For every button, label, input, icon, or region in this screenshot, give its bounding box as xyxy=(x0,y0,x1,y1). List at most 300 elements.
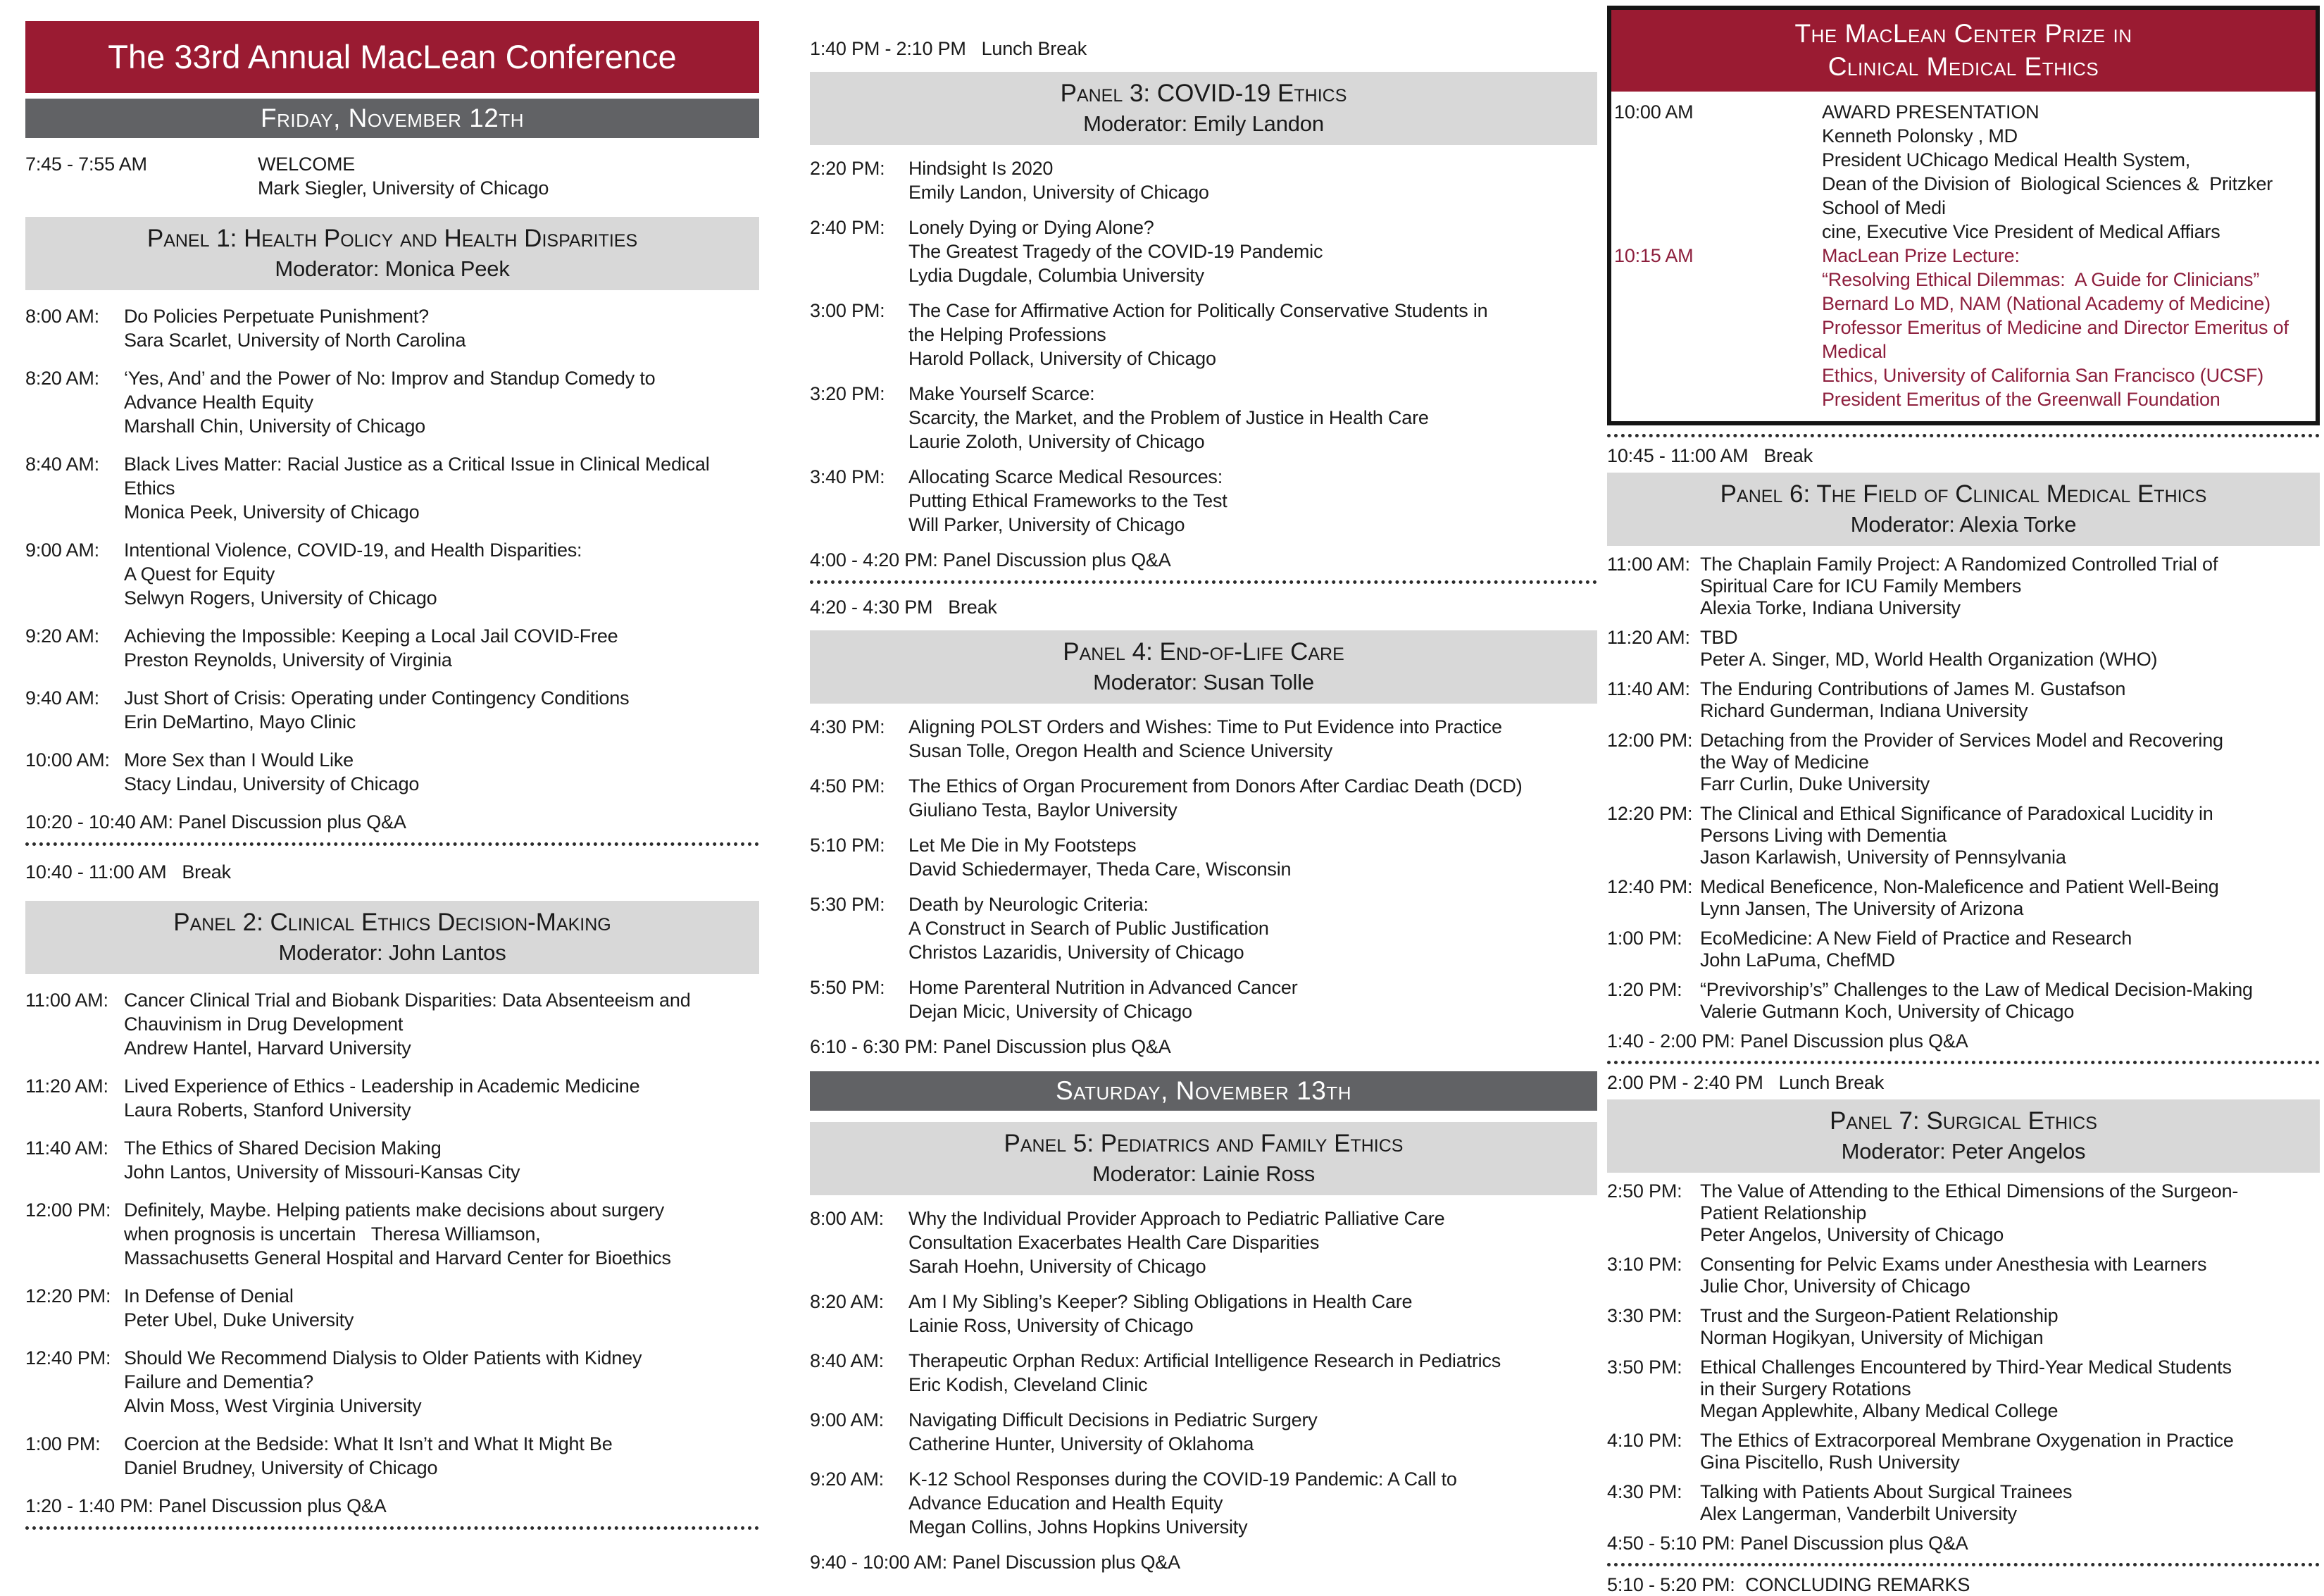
schedule-item xyxy=(810,715,1597,763)
item-line: Eric Kodish, Cleveland Clinic xyxy=(908,1374,1148,1395)
item-line: Will Parker, University of Chicago xyxy=(908,514,1185,535)
item-time: 3:50 PM: xyxy=(1607,1357,1682,1378)
item-lines xyxy=(908,774,1597,822)
day-band: Saturday, November 13th xyxy=(810,1071,1597,1111)
panel-title: Panel 5: Pediatrics and Family Ethics xyxy=(1004,1130,1404,1157)
item-time: 8:40 AM: xyxy=(25,454,99,475)
item-line: Dejan Micic, University of Chicago xyxy=(908,1001,1192,1022)
schedule-item xyxy=(810,299,1597,370)
item-line: Preston Reynolds, University of Virginia xyxy=(124,649,452,671)
item-line: TBD xyxy=(1700,627,1738,648)
item-line: Jason Karlawish, University of Pennsylvania xyxy=(1700,847,2066,868)
item-line: Why the Individual Provider Approach to Pediatric Palliative Care xyxy=(908,1208,1445,1229)
item-line: Valerie Gutmann Koch, University of Chicago xyxy=(1700,1001,2075,1022)
item-line: The Case for Affirmative Action for Politically Conservative Students in xyxy=(908,300,1488,321)
panel-title: Panel 7: Surgical Ethics xyxy=(1830,1107,2097,1135)
item-lines xyxy=(1700,730,2320,795)
item-lines xyxy=(908,382,1597,454)
item-time: 8:20 AM: xyxy=(25,368,99,389)
item-line: Therapeutic Orphan Redux: Artificial Intelligence Research in Pediatrics xyxy=(908,1350,1501,1371)
schedule-item xyxy=(810,774,1597,822)
item-time: 3:30 PM: xyxy=(1607,1305,1682,1326)
item-line: Giuliano Testa, Baylor University xyxy=(908,799,1177,821)
item-line: Susan Tolle, Oregon Health and Science University xyxy=(908,740,1333,761)
schedule-line: 5:10 - 5:20 PM: CONCLUDING REMARKS xyxy=(1607,1574,1970,1595)
item-time: 2:50 PM: xyxy=(1607,1180,1682,1202)
panel-moderator: Moderator: Lainie Ross xyxy=(1092,1161,1316,1186)
item-time: 4:10 PM: xyxy=(1607,1430,1682,1451)
item-line: Allocating Scarce Medical Resources: xyxy=(908,466,1223,487)
schedule-line: 10:20 - 10:40 AM: Panel Discussion plus Q&A xyxy=(25,811,406,833)
schedule-line: 4:00 - 4:20 PM: Panel Discussion plus Q&A xyxy=(810,549,1171,571)
item-line: Home Parenteral Nutrition in Advanced Cancer xyxy=(908,977,1298,998)
item-lines xyxy=(908,156,1597,204)
schedule-item xyxy=(810,1408,1597,1456)
item-time: 1:00 PM: xyxy=(25,1433,101,1454)
item-time: 9:20 AM: xyxy=(810,1469,884,1490)
item-line: EcoMedicine: A New Field of Practice and Research xyxy=(1700,928,2132,949)
panel-title: Panel 2: Clinical Ethics Decision-Making xyxy=(173,909,611,936)
schedule-line: 1:40 - 2:00 PM: Panel Discussion plus Q&A xyxy=(1607,1030,1968,1052)
prize-line: MacLean Prize Lecture: xyxy=(1822,245,2020,266)
item-line: Should We Recommend Dialysis to Older Patients with Kidney xyxy=(124,1347,642,1369)
item-lines xyxy=(908,833,1597,881)
item-time: 9:00 AM: xyxy=(810,1409,884,1430)
prize-line: Dean of the Division of Biological Sciences & Pritzker School of Medi xyxy=(1822,173,2273,218)
panel-title: Panel 4: End-of-Life Care xyxy=(1063,638,1344,666)
item-line: Scarcity, the Market, and the Problem of Justice in Health Care xyxy=(908,407,1429,428)
item-lines xyxy=(124,624,759,672)
prize-line: AWARD PRESENTATION xyxy=(1822,101,2039,123)
item-line: Alvin Moss, West Virginia University xyxy=(124,1395,422,1416)
item-line: Let Me Die in My Footsteps xyxy=(908,835,1137,856)
prize-box xyxy=(1607,6,2320,425)
schedule-item xyxy=(25,1198,759,1270)
item-line: A Quest for Equity xyxy=(124,563,275,585)
schedule-item xyxy=(25,988,759,1060)
item-time: 7:45 - 7:55 AM xyxy=(25,154,147,175)
schedule-item xyxy=(810,833,1597,881)
schedule-item xyxy=(810,975,1597,1023)
schedule-item xyxy=(1607,979,2320,1023)
schedule-item xyxy=(25,366,759,438)
item-line: John Lantos, University of Missouri-Kansas City xyxy=(124,1161,520,1183)
prize-title xyxy=(1611,10,2316,92)
item-line: Intentional Violence, COVID-19, and Health Disparities: xyxy=(124,540,582,561)
schedule-item xyxy=(810,1290,1597,1338)
item-line: Harold Pollack, University of Chicago xyxy=(908,348,1216,369)
item-line: Chauvinism in Drug Development xyxy=(124,1014,404,1035)
item-lines xyxy=(1700,554,2320,619)
item-lines xyxy=(908,1207,1597,1278)
item-line: Patient Relationship xyxy=(1700,1202,1867,1223)
item-time: 2:40 PM: xyxy=(810,217,885,238)
item-line: Navigating Difficult Decisions in Pediatric Surgery xyxy=(908,1409,1318,1430)
item-time: 12:00 PM: xyxy=(25,1199,111,1221)
dotted-separator xyxy=(810,580,1597,584)
item-time: 9:00 AM: xyxy=(25,540,99,561)
item-line: Laura Roberts, Stanford University xyxy=(124,1099,411,1121)
item-lines xyxy=(124,1198,759,1270)
schedule-item xyxy=(1607,1254,2320,1297)
schedule-item xyxy=(810,216,1597,287)
item-time: 4:30 PM: xyxy=(1607,1481,1682,1502)
day-band: Friday, November 12th xyxy=(25,99,759,138)
panel-title: Panel 3: COVID-19 Ethics xyxy=(1060,80,1347,107)
item-line: In Defense of Denial xyxy=(124,1285,294,1307)
item-lines xyxy=(908,299,1597,370)
panel-title: Panel 1: Health Policy and Health Disparities xyxy=(146,225,638,252)
item-line: Peter Angelos, University of Chicago xyxy=(1700,1224,2004,1245)
dotted-separator xyxy=(1607,1061,2320,1064)
prize-time: 10:15 AM xyxy=(1614,245,1694,266)
item-time: 1:20 PM: xyxy=(1607,979,1682,1000)
schedule-item xyxy=(810,892,1597,964)
item-lines xyxy=(1700,1305,2320,1349)
item-line: Medical Beneficence, Non-Maleficence and Patient Well-Being xyxy=(1700,876,2219,897)
schedule-line: 1:40 PM - 2:10 PM Lunch Break xyxy=(810,38,1087,59)
item-lines xyxy=(258,152,759,200)
panel-header xyxy=(810,1122,1597,1195)
item-lines xyxy=(1700,1430,2320,1473)
item-lines xyxy=(908,216,1597,287)
item-time: 11:20 AM: xyxy=(1607,627,1690,648)
item-line: Definitely, Maybe. Helping patients make decisions about surgery xyxy=(124,1199,665,1221)
item-line: when prognosis is uncertain Theresa Williamson, xyxy=(124,1223,541,1245)
item-line: Selwyn Rogers, University of Chicago xyxy=(124,587,437,609)
item-line: Detaching from the Provider of Services Model and Recovering xyxy=(1700,730,2223,751)
prize-title-line: Clinical Medical Ethics xyxy=(1828,52,2099,81)
item-line: A Construct in Search of Public Justification xyxy=(908,918,1269,939)
item-line: Norman Hogikyan, University of Michigan xyxy=(1700,1327,2044,1348)
item-line: Cancer Clinical Trial and Biobank Disparities: Data Absenteeism and xyxy=(124,990,691,1011)
item-line: Monica Peek, University of Chicago xyxy=(124,501,420,523)
item-line: Daniel Brudney, University of Chicago xyxy=(124,1457,438,1478)
item-line: Ethical Challenges Encountered by Third-Year Medical Students xyxy=(1700,1357,2232,1378)
schedule-item xyxy=(810,465,1597,537)
item-lines xyxy=(124,748,759,796)
dotted-separator xyxy=(25,842,759,846)
item-lines xyxy=(124,1284,759,1332)
schedule-item xyxy=(25,686,759,734)
item-line: Farr Curlin, Duke University xyxy=(1700,773,1930,794)
item-time: 9:20 AM: xyxy=(25,625,99,647)
item-line: Persons Living with Dementia xyxy=(1700,825,1947,846)
item-time: 3:20 PM: xyxy=(810,383,885,404)
schedule-item xyxy=(1607,803,2320,868)
item-time: 5:10 PM: xyxy=(810,835,885,856)
item-line: Hindsight Is 2020 xyxy=(908,158,1054,179)
dotted-separator xyxy=(1607,1563,2320,1566)
prize-body xyxy=(1611,92,2316,421)
dotted-separator xyxy=(25,1526,759,1530)
schedule-line: 6:10 - 6:30 PM: Panel Discussion plus Q&A xyxy=(810,1036,1171,1057)
prize-lines xyxy=(1822,100,2316,244)
item-lines xyxy=(1700,1254,2320,1297)
panel-moderator: Moderator: John Lantos xyxy=(278,940,506,965)
schedule-item xyxy=(25,152,759,200)
item-time: 12:40 PM: xyxy=(1607,876,1693,897)
item-lines xyxy=(908,975,1597,1023)
item-line: Gina Piscitello, Rush University xyxy=(1700,1452,1960,1473)
item-line: Aligning POLST Orders and Wishes: Time to Put Evidence into Practice xyxy=(908,716,1502,737)
item-line: Alex Langerman, Vanderbilt University xyxy=(1700,1503,2017,1524)
item-time: 8:40 AM: xyxy=(810,1350,884,1371)
item-lines xyxy=(124,1074,759,1122)
schedule-item xyxy=(1607,627,2320,671)
schedule-line: 10:40 - 11:00 AM Break xyxy=(25,861,231,883)
item-line: Erin DeMartino, Mayo Clinic xyxy=(124,711,356,732)
item-time: 9:40 AM: xyxy=(25,687,99,709)
schedule-item xyxy=(1607,554,2320,619)
item-line: Failure and Dementia? xyxy=(124,1371,313,1392)
item-lines xyxy=(908,715,1597,763)
item-line: Christos Lazaridis, University of Chicago xyxy=(908,942,1244,963)
item-time: 4:50 PM: xyxy=(810,775,885,797)
item-time: 4:30 PM: xyxy=(810,716,885,737)
item-lines xyxy=(908,1349,1597,1397)
item-line: Sarah Hoehn, University of Chicago xyxy=(908,1256,1206,1277)
panel-header xyxy=(1607,473,2320,546)
schedule-line: 4:50 - 5:10 PM: Panel Discussion plus Q&A xyxy=(1607,1533,1968,1554)
panel-header xyxy=(1607,1099,2320,1173)
prize-line: Ethics, University of California San Francisco (UCSF) xyxy=(1822,365,2264,386)
item-line: Putting Ethical Frameworks to the Test xyxy=(908,490,1227,511)
item-lines xyxy=(1700,627,2320,671)
prize-line: Kenneth Polonsky , MD xyxy=(1822,125,2018,146)
schedule-item xyxy=(25,1346,759,1418)
schedule-item xyxy=(810,1349,1597,1397)
item-time: 3:40 PM: xyxy=(810,466,885,487)
item-line: in their Surgery Rotations xyxy=(1700,1378,1911,1399)
item-lines xyxy=(908,1290,1597,1338)
item-line: The Chaplain Family Project: A Randomized Controlled Trial of xyxy=(1700,554,2218,575)
panel-header xyxy=(25,901,759,974)
item-line: Lainie Ross, University of Chicago xyxy=(908,1315,1194,1336)
item-line: The Ethics of Shared Decision Making xyxy=(124,1137,442,1159)
item-time: 8:20 AM: xyxy=(810,1291,884,1312)
item-lines xyxy=(1700,1481,2320,1525)
item-time: 11:40 AM: xyxy=(1607,678,1690,699)
item-time: 11:00 AM: xyxy=(1607,554,1690,575)
item-lines xyxy=(124,1432,759,1480)
item-line: David Schiedermayer, Theda Care, Wisconsin xyxy=(908,859,1292,880)
item-line: Laurie Zoloth, University of Chicago xyxy=(908,431,1205,452)
item-time: 12:00 PM: xyxy=(1607,730,1693,751)
schedule-item xyxy=(1607,876,2320,920)
item-line: Ethics xyxy=(124,478,175,499)
prize-row xyxy=(1611,100,2316,244)
prize-line: President UChicago Medical Health System, xyxy=(1822,149,2191,170)
item-lines xyxy=(908,465,1597,537)
item-line: Massachusetts General Hospital and Harvard Center for Bioethics xyxy=(124,1247,671,1268)
schedule-item xyxy=(1607,1430,2320,1473)
item-line: The Greatest Tragedy of the COVID-19 Pandemic xyxy=(908,241,1323,262)
item-line: Just Short of Crisis: Operating under Contingency Conditions xyxy=(124,687,630,709)
item-time: 3:10 PM: xyxy=(1607,1254,1682,1275)
schedule-item xyxy=(810,1467,1597,1539)
item-time: 5:50 PM: xyxy=(810,977,885,998)
item-time: 11:20 AM: xyxy=(25,1076,108,1097)
schedule-item xyxy=(1607,1481,2320,1525)
schedule-item xyxy=(1607,1305,2320,1349)
item-line: Do Policies Perpetuate Punishment? xyxy=(124,306,429,327)
prize-line: “Resolving Ethical Dilemmas: A Guide for Clinicians” xyxy=(1822,269,2260,290)
item-line: K-12 School Responses during the COVID-19 Pandemic: A Call to xyxy=(908,1469,1457,1490)
item-line: “Previvorship’s” Challenges to the Law of Medical Decision-Making xyxy=(1700,979,2253,1000)
item-lines xyxy=(1700,979,2320,1023)
panel-header xyxy=(25,217,759,290)
item-line: Make Yourself Scarce: xyxy=(908,383,1095,404)
schedule-item xyxy=(810,1207,1597,1278)
item-time: 11:00 AM: xyxy=(25,990,108,1011)
item-line: Richard Gunderman, Indiana University xyxy=(1700,700,2028,721)
panel-moderator: Moderator: Susan Tolle xyxy=(1093,670,1314,694)
item-line: WELCOME xyxy=(258,154,356,175)
schedule-item xyxy=(1607,1357,2320,1422)
item-line: Lydia Dugdale, Columbia University xyxy=(908,265,1204,286)
item-line: Advance Health Equity xyxy=(124,392,313,413)
schedule-line: 10:45 - 11:00 AM Break xyxy=(1607,445,1813,466)
schedule-line: 9:40 - 10:00 AM: Panel Discussion plus Q&A xyxy=(810,1552,1180,1573)
item-line: Peter A. Singer, MD, World Health Organization (WHO) xyxy=(1700,649,2158,670)
item-lines xyxy=(124,452,759,524)
schedule-item xyxy=(25,538,759,610)
schedule-item xyxy=(25,1432,759,1480)
item-lines xyxy=(908,1408,1597,1456)
schedule-column-left xyxy=(25,0,759,1537)
item-lines xyxy=(908,1467,1597,1539)
item-lines xyxy=(1700,928,2320,971)
item-time: 8:00 AM: xyxy=(810,1208,884,1229)
item-line: Consultation Exacerbates Health Care Disparities xyxy=(908,1232,1320,1253)
panel-moderator: Moderator: Alexia Torke xyxy=(1850,512,2077,537)
prize-line: President Emeritus of the Greenwall Foundation xyxy=(1822,389,2220,410)
item-line: Death by Neurologic Criteria: xyxy=(908,894,1149,915)
item-line: The Enduring Contributions of James M. Gustafson xyxy=(1700,678,2126,699)
item-line: The Ethics of Extracorporeal Membrane Oxygenation in Practice xyxy=(1700,1430,2234,1451)
item-lines xyxy=(1700,876,2320,920)
item-lines xyxy=(124,366,759,438)
schedule-item xyxy=(25,1284,759,1332)
schedule-item xyxy=(1607,1180,2320,1246)
item-line: Megan Collins, Johns Hopkins University xyxy=(908,1516,1248,1538)
item-line: John LaPuma, ChefMD xyxy=(1700,949,1895,971)
schedule-item xyxy=(810,156,1597,204)
item-line: Megan Applewhite, Albany Medical College xyxy=(1700,1400,2059,1421)
item-time: 8:00 AM: xyxy=(25,306,99,327)
item-lines xyxy=(124,538,759,610)
schedule-item xyxy=(810,382,1597,454)
item-lines xyxy=(124,686,759,734)
schedule-item xyxy=(25,748,759,796)
item-line: Stacy Lindau, University of Chicago xyxy=(124,773,420,794)
item-lines xyxy=(124,988,759,1060)
item-lines xyxy=(908,892,1597,964)
schedule-line: 1:20 - 1:40 PM: Panel Discussion plus Q&A xyxy=(25,1495,387,1516)
item-line: Am I My Sibling’s Keeper? Sibling Obligations in Health Care xyxy=(908,1291,1413,1312)
item-time: 5:30 PM: xyxy=(810,894,885,915)
panel-header xyxy=(810,630,1597,704)
item-line: Emily Landon, University of Chicago xyxy=(908,182,1209,203)
item-line: Black Lives Matter: Racial Justice as a Critical Issue in Clinical Medical xyxy=(124,454,710,475)
item-line: More Sex than I Would Like xyxy=(124,749,354,771)
item-time: 10:00 AM: xyxy=(25,749,110,771)
schedule-column-right xyxy=(1607,0,2320,1596)
item-line: Mark Siegler, University of Chicago xyxy=(258,177,549,199)
schedule-item xyxy=(25,1136,759,1184)
item-line: The Clinical and Ethical Significance of Paradoxical Lucidity in xyxy=(1700,803,2213,824)
dotted-separator xyxy=(1607,434,2320,437)
item-time: 12:20 PM: xyxy=(1607,803,1693,824)
schedule-item xyxy=(25,624,759,672)
prize-time: 10:00 AM xyxy=(1614,101,1694,123)
item-line: Talking with Patients About Surgical Trainees xyxy=(1700,1481,2073,1502)
item-line: Consenting for Pelvic Exams under Anesthesia with Learners xyxy=(1700,1254,2207,1275)
item-line: The Value of Attending to the Ethical Dimensions of the Surgeon- xyxy=(1700,1180,2239,1202)
schedule-item xyxy=(1607,928,2320,971)
schedule-item xyxy=(25,452,759,524)
prize-title-line: The MacLean Center Prize in xyxy=(1794,19,2132,48)
item-lines xyxy=(1700,1357,2320,1422)
item-line: ‘Yes, And’ and the Power of No: Improv and Standup Comedy to xyxy=(124,368,656,389)
item-time: 12:20 PM: xyxy=(25,1285,111,1307)
item-line: Andrew Hantel, Harvard University xyxy=(124,1037,411,1059)
item-line: The Ethics of Organ Procurement from Donors After Cardiac Death (DCD) xyxy=(908,775,1523,797)
prize-row xyxy=(1611,244,2316,411)
schedule-line: 2:00 PM - 2:40 PM Lunch Break xyxy=(1607,1072,1884,1093)
item-line: Achieving the Impossible: Keeping a Local Jail COVID-Free xyxy=(124,625,618,647)
item-line: Sara Scarlet, University of North Carolina xyxy=(124,330,466,351)
prize-line: Professor Emeritus of Medicine and Director Emeritus of Medical xyxy=(1822,317,2289,362)
item-lines xyxy=(124,304,759,352)
item-line: Alexia Torke, Indiana University xyxy=(1700,597,1961,618)
item-time: 12:40 PM: xyxy=(25,1347,111,1369)
schedule-item xyxy=(1607,730,2320,795)
item-line: Spiritual Care for ICU Family Members xyxy=(1700,575,2022,597)
item-lines xyxy=(1700,803,2320,868)
schedule-column-middle xyxy=(810,0,1597,1574)
item-time: 11:40 AM: xyxy=(25,1137,108,1159)
prize-line: Bernard Lo MD, NAM (National Academy of Medicine) xyxy=(1822,293,2270,314)
conference-title: The 33rd Annual MacLean Conference xyxy=(25,21,759,93)
item-line: the Helping Professions xyxy=(908,324,1106,345)
panel-header xyxy=(810,72,1597,145)
item-line: Julie Chor, University of Chicago xyxy=(1700,1276,1970,1297)
item-time: 1:00 PM: xyxy=(1607,928,1682,949)
schedule-item xyxy=(1607,678,2320,722)
item-line: Coercion at the Bedside: What It Isn’t and What It Might Be xyxy=(124,1433,613,1454)
schedule-item xyxy=(25,304,759,352)
schedule-item xyxy=(25,1074,759,1122)
item-line: Marshall Chin, University of Chicago xyxy=(124,416,425,437)
panel-moderator: Moderator: Peter Angelos xyxy=(1841,1139,2086,1164)
item-line: Lynn Jansen, The University of Arizona xyxy=(1700,898,2024,919)
prize-line: cine, Executive Vice President of Medical Affiars xyxy=(1822,221,2220,242)
panel-title: Panel 6: The Field of Clinical Medical Ethics xyxy=(1720,480,2207,508)
panel-moderator: Moderator: Emily Landon xyxy=(1083,111,1324,136)
item-line: Peter Ubel, Duke University xyxy=(124,1309,354,1330)
item-lines xyxy=(1700,678,2320,722)
item-line: Lonely Dying or Dying Alone? xyxy=(908,217,1154,238)
item-line: the Way of Medicine xyxy=(1700,752,1869,773)
item-line: Lived Experience of Ethics - Leadership in Academic Medicine xyxy=(124,1076,640,1097)
item-line: Trust and the Surgeon-Patient Relationship xyxy=(1700,1305,2059,1326)
item-time: 3:00 PM: xyxy=(810,300,885,321)
item-lines xyxy=(124,1136,759,1184)
schedule-line: 4:20 - 4:30 PM Break xyxy=(810,597,997,618)
panel-moderator: Moderator: Monica Peek xyxy=(275,256,510,281)
